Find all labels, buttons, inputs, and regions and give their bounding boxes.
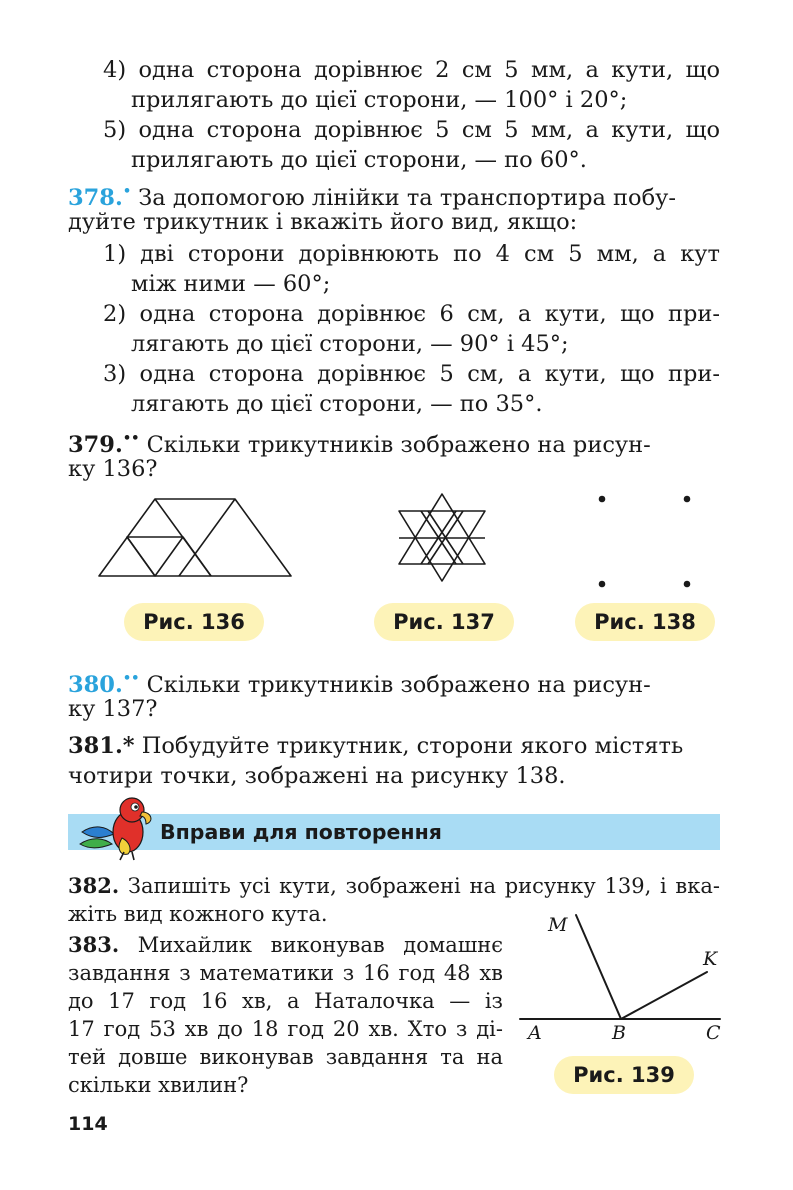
exercise-382-line-1: 382. Запишіть усі кути, зображені на рисунку 139, і вка- — [68, 873, 720, 898]
exercise-number: 383. — [68, 932, 120, 957]
item-5-line-1: 5) одна сторона дорівнює 5 см 5 мм, а кути, що — [103, 117, 720, 143]
exercise-378-item-1b: між ними — 60°; — [131, 271, 331, 297]
item-5-line-2: прилягають до цієї сторони, — по 60°. — [131, 147, 587, 173]
exercise-383-line-4: 17 год 53 хв до 18 год 20 хв. Хто з ді- — [68, 1017, 503, 1041]
exercise-number: 378.• — [68, 184, 132, 211]
exercise-383-line-5: тей довше виконував завдання та на — [68, 1045, 503, 1069]
exercise-378-item-3a: 3) одна сторона дорівнює 5 см, а кути, що при- — [103, 361, 720, 387]
exercise-383-line-3: до 17 год 16 хв, а Наталочка — із — [68, 989, 503, 1013]
exercise-380-line-1: 380.•• Скільки трикутників зображено на рисун- — [68, 671, 651, 698]
exercise-number: 382. — [68, 873, 120, 898]
exercise-383-line-6: скільки хвилин? — [68, 1073, 249, 1097]
exercise-number: 379.•• — [68, 431, 140, 458]
figure-136-triangles — [95, 493, 295, 583]
point-k-label: K — [703, 948, 718, 970]
item-4-line-1: 4) одна сторона дорівнює 2 см 5 мм, а кути, що — [103, 57, 720, 83]
figure-138-label: Рис. 138 — [575, 603, 715, 641]
exercise-383-line-1: 383. Михайлик виконував домашнє — [68, 932, 503, 957]
item-4-line-2: прилягають до цієї сторони, — 100° і 20°; — [131, 87, 628, 113]
figure-137-star — [392, 491, 492, 586]
page-number: 114 — [68, 1113, 108, 1135]
exercise-378-item-2a: 2) одна сторона дорівнює 6 см, а кути, що при- — [103, 301, 720, 327]
exercise-378-item-1a: 1) дві сторони дорівнюють по 4 см 5 мм, а кут — [103, 241, 720, 267]
figure-136-label: Рис. 136 — [124, 603, 264, 641]
point-a-label: A — [528, 1022, 542, 1044]
exercise-378-item-3b: лягають до цієї сторони, — по 35°. — [131, 391, 543, 417]
exercise-379-line-1: 379.•• Скільки трикутників зображено на рисун- — [68, 431, 651, 458]
section-title: Вправи для повторення — [160, 820, 442, 844]
exercise-number: 380.•• — [68, 671, 140, 698]
exercise-380-line-2: ку 137? — [68, 696, 158, 722]
point-m-label: M — [548, 914, 568, 936]
exercise-number: 381.* — [68, 733, 135, 759]
figure-138-points — [595, 492, 695, 592]
exercise-378-line-2: дуйте трикутник і вкажіть його вид, якщо: — [68, 209, 578, 235]
exercise-383-line-2: завдання з математики з 16 год 48 хв — [68, 961, 503, 985]
exercise-378-item-2b: лягають до цієї сторони, — 90° і 45°; — [131, 331, 569, 357]
exercise-378-line-1: 378.• За допомогою лінійки та транспортира побу- — [68, 184, 676, 211]
figure-139-label: Рис. 139 — [554, 1056, 694, 1094]
exercise-381-line-2: чотири точки, зображені на рисунку 138. — [68, 763, 566, 789]
point-c-label: C — [706, 1022, 721, 1044]
point-b-label: B — [612, 1022, 626, 1044]
figure-137-label: Рис. 137 — [374, 603, 514, 641]
exercise-379-line-2: ку 136? — [68, 456, 158, 482]
exercise-382-line-2: жіть вид кожного кута. — [68, 902, 328, 926]
exercise-381-line-1: 381.* Побудуйте трикутник, сторони якого містять — [68, 733, 684, 759]
parrot-icon — [76, 794, 158, 864]
